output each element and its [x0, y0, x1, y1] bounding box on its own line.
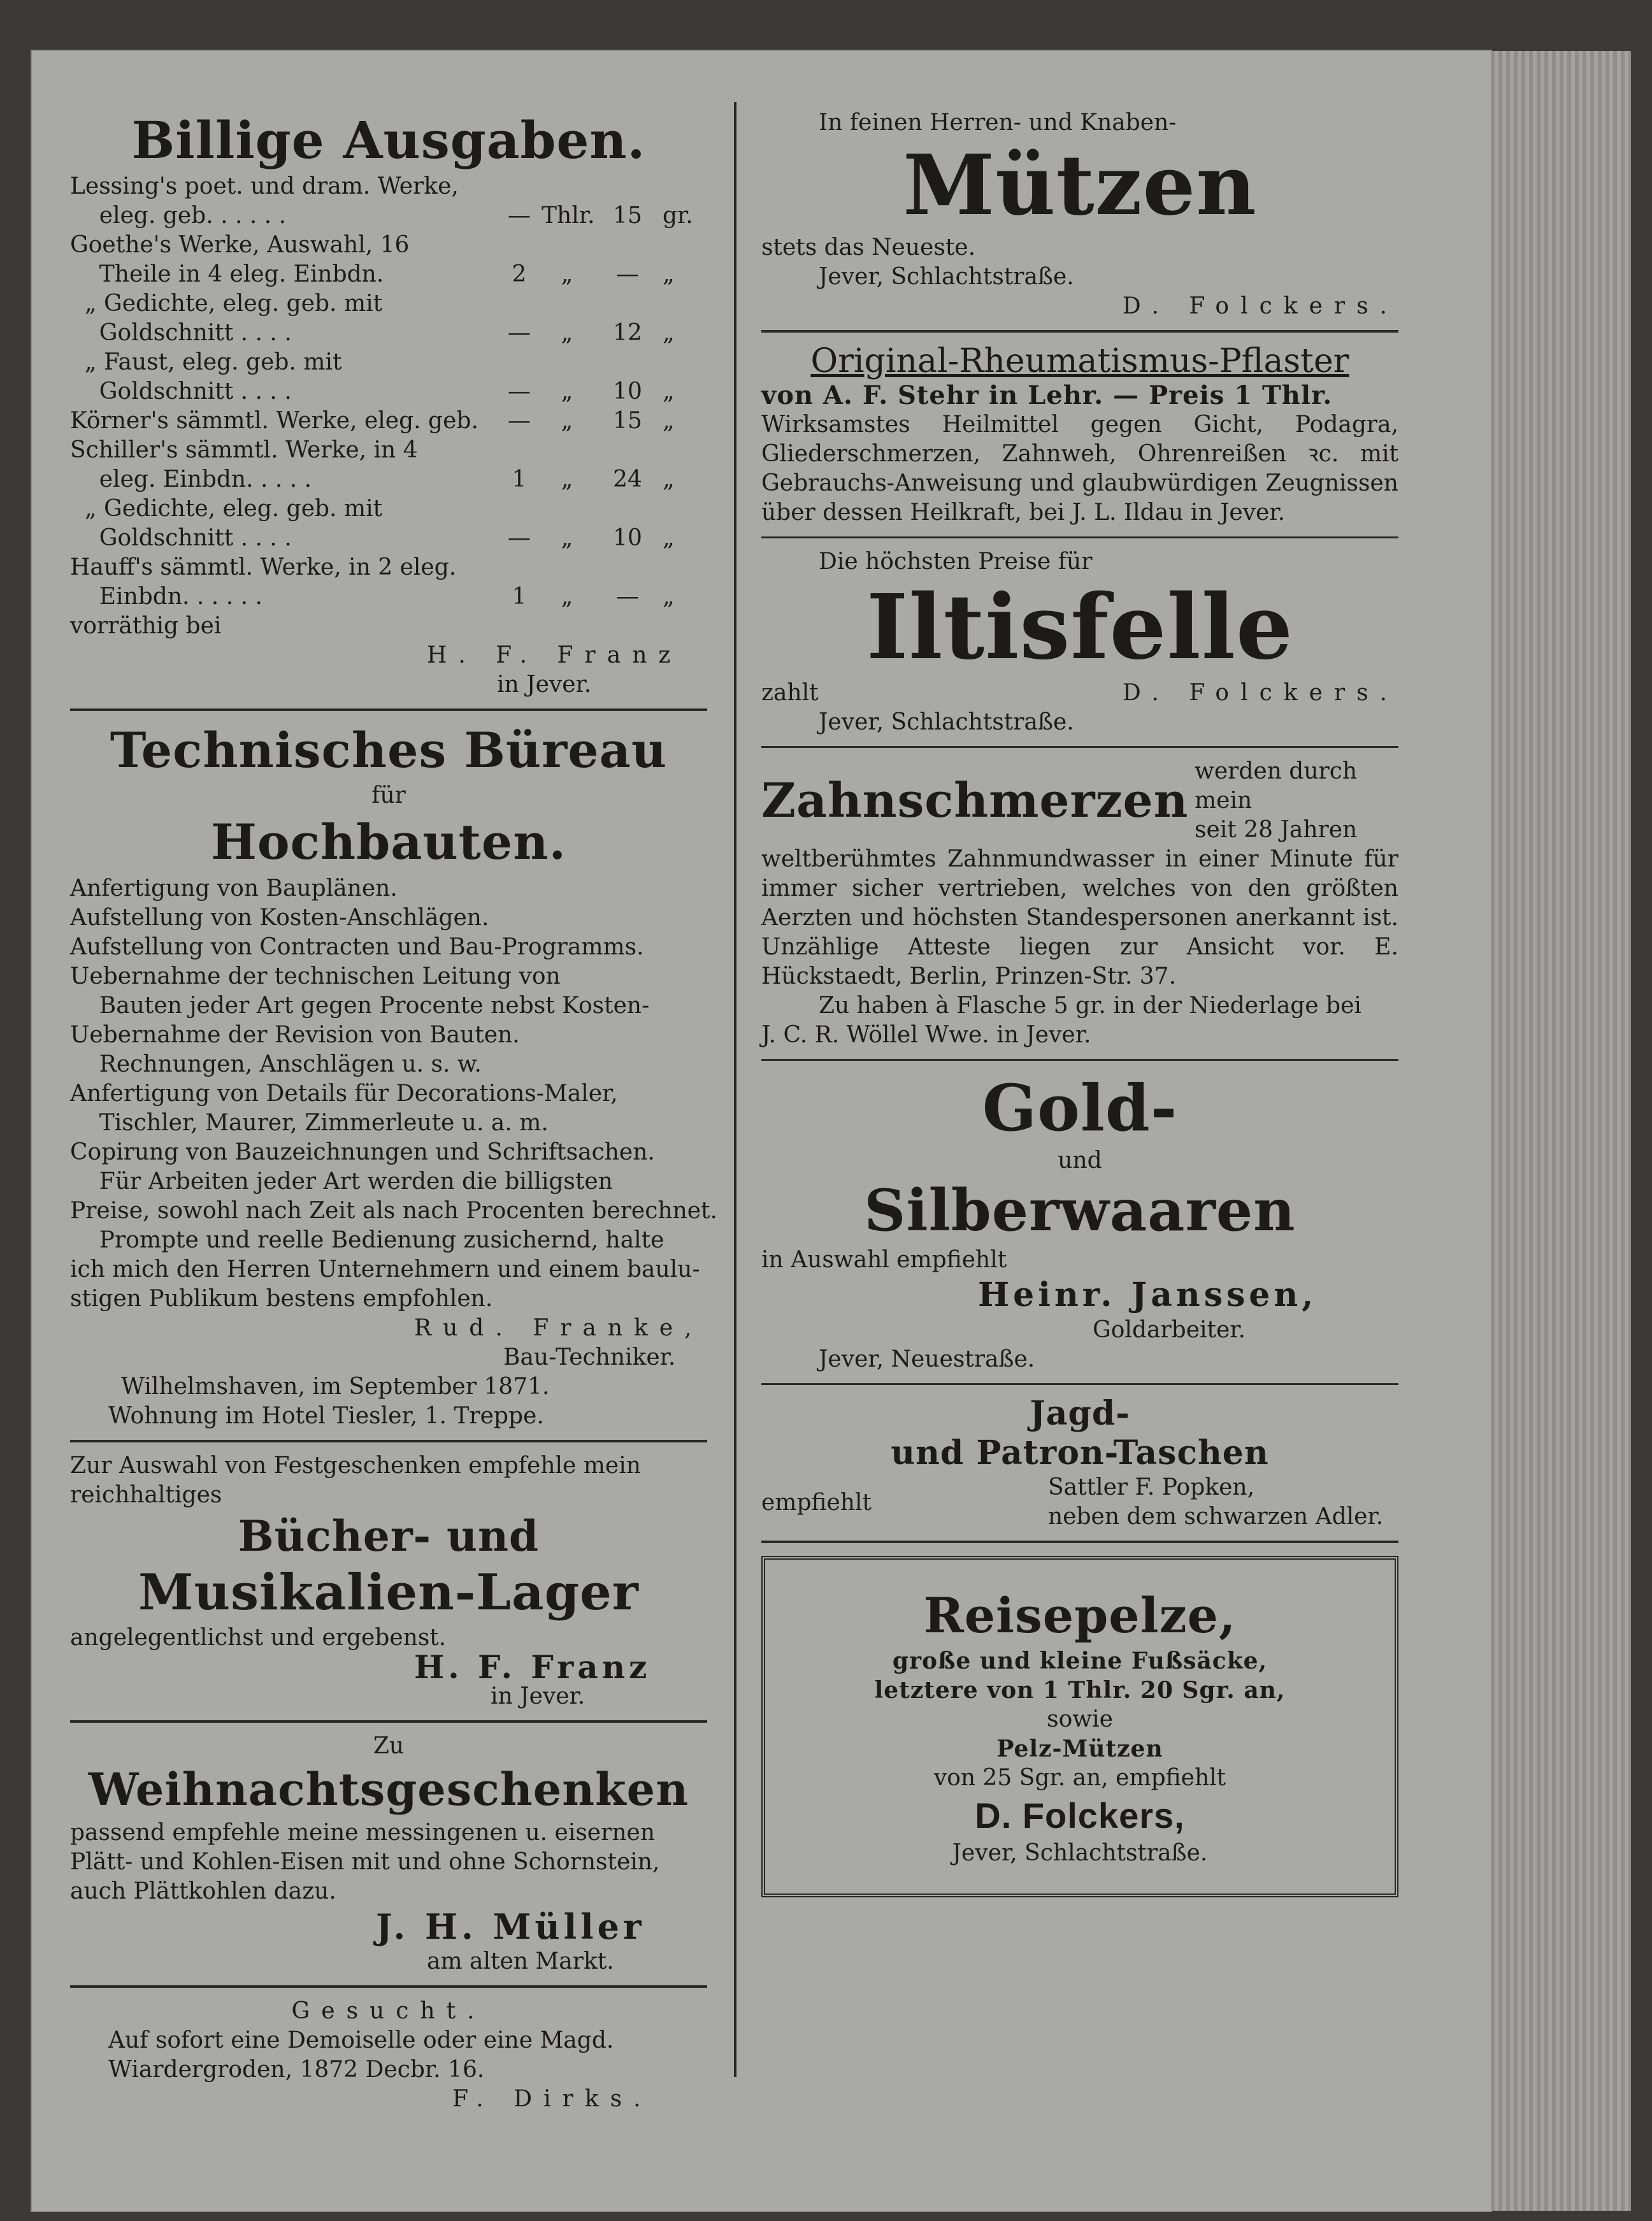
price-currency [663, 231, 707, 260]
ad-address: Jever, Neuestraße. [819, 1346, 1035, 1372]
ad-signature: F. Dirks. [452, 2086, 652, 2112]
ad-text: große und kleine Fußsäcke, [892, 1648, 1268, 1674]
price-unit [542, 231, 593, 260]
item-name: Einbdn. . . . . . [70, 584, 262, 610]
ad-aside-line: seit 28 Jahren [1195, 817, 1358, 843]
ad-line: Copirung von Bauzeichnungen und Schriftsachen. [70, 1139, 655, 1165]
ad-head [761, 757, 1398, 845]
price-thaler: — [508, 378, 531, 405]
ad-address: Wohnung im Hotel Tiesler, 1. Treppe. [108, 1403, 544, 1429]
ad-address: Jever, Schlachtstraße. [819, 264, 1074, 290]
ad-rheumatismus-pflaster [761, 341, 1398, 528]
ad-buecher-lager [70, 1451, 707, 1711]
price-groschen [593, 553, 663, 582]
price-row [70, 348, 707, 377]
ad-text: und [1058, 1147, 1102, 1174]
ad-address: neben dem schwarzen Adler. [1048, 1504, 1384, 1530]
ad-address: Jever, Schlachtstraße. [819, 709, 1074, 735]
price-currency [663, 436, 707, 465]
ad-text: empfiehlt [761, 1490, 872, 1516]
ad-subtitle: Hochbauten. [211, 814, 566, 870]
ad-jagdtaschen [761, 1394, 1398, 1532]
ad-title: Reisepelze, [923, 1587, 1237, 1644]
price-currency [663, 289, 707, 319]
price-currency [663, 553, 707, 582]
price-unit: „ [561, 466, 573, 492]
ad-aside [1195, 757, 1398, 845]
price-unit [542, 436, 593, 465]
ad-text: Pelz-Mützen [996, 1736, 1163, 1762]
item-name: Hauff's sämmtl. Werke, in 2 eleg. [70, 554, 457, 580]
ad-line: Aufstellung von Contracten und Bau-Programms. [70, 934, 644, 960]
price-row [70, 406, 707, 436]
price-groschen [593, 231, 663, 260]
price-thaler: 2 [512, 261, 527, 287]
price-groschen: — [616, 261, 639, 287]
price-currency: „ [663, 466, 675, 492]
ad-signature: H. F. Franz [414, 1648, 651, 1686]
ad-text: Zu haben à Flasche 5 gr. in der Niederlage bei [819, 993, 1361, 1019]
ad-title: Gesucht. [291, 1998, 486, 2024]
ad-reisepelze [761, 1556, 1398, 1897]
ad-body [70, 874, 717, 1314]
divider [761, 746, 1398, 748]
page-edge [1491, 51, 1631, 2211]
ad-signature-title: Bau-Techniker. [503, 1344, 676, 1370]
price-thaler [497, 231, 542, 260]
price-groschen [593, 436, 663, 465]
price-unit: „ [561, 408, 573, 434]
ad-text: von 25 Sgr. an, empfiehlt [933, 1765, 1226, 1791]
price-row [70, 172, 707, 201]
ad-text: Auf sofort eine Demoiselle oder eine Magd. [108, 2027, 614, 2053]
ad-text: sowie [1047, 1706, 1113, 1732]
price-unit [542, 172, 593, 201]
item-name: „ Faust, eleg. geb. mit [70, 349, 342, 375]
price-thaler: — [508, 320, 531, 346]
ad-title: Bücher- und [238, 1511, 540, 1561]
price-unit [542, 553, 593, 582]
price-row [70, 494, 707, 524]
ad-title: Weihnachtsgeschenken [88, 1763, 689, 1816]
price-groschen: 10 [613, 378, 642, 405]
ad-signature: D. Folckers. [1122, 680, 1398, 706]
price-thaler [497, 436, 542, 465]
ad-line: Uebernahme der Revision von Bauten. [70, 1022, 520, 1048]
ad-text: Die höchsten Preise für [819, 549, 1093, 575]
price-row [70, 231, 707, 260]
ad-title-2: Silberwaaren [864, 1177, 1296, 1244]
price-groschen [593, 494, 663, 524]
price-row [70, 436, 707, 465]
ad-text: In feinen Herren- und Knaben- [819, 110, 1177, 136]
ad-text: Zu [373, 1733, 405, 1759]
price-row [70, 319, 707, 348]
price-groschen [593, 289, 663, 319]
price-groschen: 15 [613, 408, 642, 434]
price-unit: „ [561, 378, 573, 405]
item-name: Goethe's Werke, Auswahl, 16 [70, 232, 410, 258]
ad-date: Wiardergroden, 1872 Decbr. 16. [108, 2057, 485, 2083]
ad-line: Aufstellung von Kosten-Anschlägen. [70, 905, 489, 931]
ad-text: letztere von 1 Thlr. 20 Sgr. an, [874, 1677, 1286, 1704]
column-divider [734, 102, 736, 2077]
price-unit: Thlr. [542, 203, 595, 229]
ad-title: Gold- [982, 1070, 1178, 1146]
ad-body: passend empfehle meine messingenen u. eisernen Plätt- und Kohlen-Eisen mit und ohne Schornstein, auch Plättkohlen dazu. [70, 1820, 660, 1904]
price-thaler: 1 [512, 466, 527, 492]
ad-title: Mützen [903, 136, 1257, 234]
price-currency: „ [663, 525, 675, 551]
ad-title: Jagd- [1030, 1394, 1130, 1433]
price-groschen [593, 348, 663, 377]
price-thaler [497, 172, 542, 201]
item-name: Goldschnitt . . . . [70, 320, 292, 346]
price-thaler: — [508, 203, 531, 229]
divider [761, 536, 1398, 538]
ad-subtitle: von A. F. Stehr in Lehr. — Preis 1 Thlr. [761, 380, 1333, 410]
ad-aside-line: werden durch mein [1195, 758, 1358, 814]
ad-location: in Jever. [491, 1683, 585, 1709]
item-name: Schiller's sämmtl. Werke, in 4 [70, 437, 418, 463]
ad-text: vorräthig bei [70, 613, 222, 639]
price-currency: gr. [663, 203, 693, 229]
ad-text: zahlt [761, 680, 819, 706]
ad-muetzen [761, 108, 1398, 321]
price-row [70, 289, 707, 319]
price-currency [663, 494, 707, 524]
ad-text: stets das Neueste. [761, 234, 976, 261]
price-list [70, 172, 707, 612]
ad-technisches-bureau [70, 720, 717, 1431]
price-row [70, 201, 707, 231]
price-thaler [497, 289, 542, 319]
ad-weihnachtsgeschenke [70, 1732, 707, 1976]
price-groschen: 12 [613, 320, 642, 346]
ad-text: für [371, 782, 406, 809]
ad-body: weltberühmtes Zahnmundwasser in einer Minute für immer sicher vertrieben, welches von den größten Aerzten und höchsten Standespersonen anerkannt ist. Unzählige Atteste liegen zur Ansicht vor. E. Hückstaedt, Berlin, Prinzen-Str. 37. [761, 846, 1398, 989]
ad-signature: H. F. Franz [427, 642, 682, 668]
item-name: Lessing's poet. und dram. Werke, [70, 173, 459, 199]
item-name: „ Gedichte, eleg. geb. mit [70, 496, 383, 522]
ad-body: Wirksamstes Heilmittel gegen Gicht, Podagra, Gliederschmerzen, Zahnweh, Ohrenreißen ꝛc. mit Gebrauchs-Anweisung und glaubwürdigen Zeugnissen über dessen Heilkraft, bei J. L. Ildau in Jever. [761, 412, 1398, 526]
price-row [70, 553, 707, 582]
ad-line: Anfertigung von Bauplänen. [70, 875, 398, 902]
ad-title: Iltisfelle [866, 575, 1294, 680]
ad-line: Für Arbeiten jeder Art werden die billigsten [70, 1168, 613, 1195]
ad-signature: Heinr. Janssen, [978, 1276, 1318, 1314]
ad-signature: D. Folckers, [975, 1795, 1185, 1836]
ad-title: Original-Rheumatismus-Pflaster [810, 342, 1349, 380]
item-name: „ Gedichte, eleg. geb. mit [70, 291, 383, 317]
ad-signature: D. Folckers. [1122, 293, 1398, 319]
ad-gesucht [70, 1997, 707, 2114]
price-thaler [497, 348, 542, 377]
item-name: eleg. Einbdn. . . . . [70, 466, 312, 492]
ad-address: Jever, Schlachtstraße. [952, 1840, 1208, 1866]
divider [761, 1541, 1398, 1543]
item-name: Goldschnitt . . . . [70, 525, 292, 551]
divider [70, 1985, 707, 1988]
ad-title: Zahnschmerzen [761, 773, 1189, 828]
ad-line: Uebernahme der technischen Leitung von [70, 963, 561, 989]
ad-title-2: und Patron-Taschen [891, 1434, 1269, 1472]
price-row [70, 465, 707, 494]
item-name: Körner's sämmtl. Werke, eleg. geb. [70, 408, 478, 434]
right-column [761, 108, 1398, 1897]
price-unit [542, 348, 593, 377]
ad-signature: J. C. R. Wöllel Wwe. in Jever. [761, 1022, 1091, 1048]
price-unit: „ [561, 261, 573, 287]
ad-signature-block [1048, 1473, 1383, 1532]
ad-text: in Auswahl empfiehlt [761, 1247, 1007, 1273]
price-currency [663, 172, 707, 201]
ad-title: Technisches Büreau [110, 722, 668, 779]
item-name: Theile in 4 eleg. Einbdn. [70, 261, 384, 287]
divider [761, 1383, 1398, 1385]
price-currency [663, 348, 707, 377]
item-name: eleg. geb. . . . . . [70, 203, 287, 229]
divider [761, 330, 1398, 333]
ad-line: Tischler, Maurer, Zimmerleute u. a. m. [70, 1110, 549, 1136]
price-currency: „ [663, 408, 675, 434]
ad-line: Anfertigung von Details für Decorations-Maler, [70, 1081, 618, 1107]
ad-title-2: Musikalien-Lager [138, 1563, 639, 1621]
divider [70, 1440, 707, 1442]
ad-line: Preise, sowohl nach Zeit als nach Procenten berechnet. [70, 1198, 717, 1224]
price-unit: „ [561, 320, 573, 346]
divider [761, 1059, 1398, 1061]
price-unit [542, 289, 593, 319]
ad-line: Bauten jeder Art gegen Procente nebst Kosten- [70, 993, 650, 1019]
ad-title: Billige Ausgaben. [131, 110, 646, 170]
ad-line: Prompte und reelle Bedienung zusichernd, halte [70, 1227, 664, 1253]
price-groschen: — [616, 584, 639, 610]
ad-zahnschmerzen [761, 757, 1398, 1050]
ad-line: ich mich den Herren Unternehmern und einem baulu- [70, 1256, 700, 1283]
ad-iltisfelle [761, 547, 1398, 737]
left-column [70, 108, 717, 2114]
price-groschen: 24 [613, 466, 642, 492]
ad-signature: Sattler F. Popken, [1048, 1474, 1255, 1500]
price-groschen: 10 [613, 525, 642, 551]
price-thaler [497, 553, 542, 582]
price-row [70, 524, 707, 553]
price-thaler: — [508, 408, 531, 434]
ad-location: in Jever. [497, 672, 592, 698]
price-currency: „ [663, 320, 675, 346]
ad-line: stigen Publikum bestens empfohlen. [70, 1286, 493, 1312]
ad-signature-title: Goldarbeiter. [1093, 1317, 1246, 1343]
price-groschen [593, 172, 663, 201]
divider [70, 708, 707, 711]
price-unit [542, 494, 593, 524]
ad-line: Rechnungen, Anschlägen u. s. w. [70, 1051, 482, 1077]
ad-date: Wilhelmshaven, im September 1871. [121, 1374, 550, 1400]
price-currency: „ [663, 584, 675, 610]
price-groschen: 15 [613, 203, 642, 229]
ad-row [761, 1473, 1398, 1532]
price-unit: „ [561, 525, 573, 551]
price-thaler: 1 [512, 584, 527, 610]
price-currency: „ [663, 378, 675, 405]
ad-text: angelegentlichst und ergebenst. [70, 1625, 447, 1651]
price-row [70, 582, 707, 612]
ad-address: am alten Markt. [427, 1948, 614, 1974]
price-row [70, 260, 707, 289]
ad-gold-silberwaaren [761, 1070, 1398, 1374]
ad-billige-ausgaben [70, 108, 707, 700]
price-row [70, 377, 707, 406]
price-currency: „ [663, 261, 675, 287]
price-unit: „ [561, 584, 573, 610]
divider [70, 1720, 707, 1723]
ad-signature: Rud. Franke, [414, 1315, 703, 1341]
ad-signature: J. H. Müller [376, 1906, 645, 1947]
item-name: Goldschnitt . . . . [70, 378, 292, 405]
ad-row [761, 679, 1398, 708]
ad-text: Zur Auswahl von Festgeschenken empfehle mein reichhaltiges [70, 1453, 641, 1508]
price-thaler [497, 494, 542, 524]
price-thaler: — [508, 525, 531, 551]
